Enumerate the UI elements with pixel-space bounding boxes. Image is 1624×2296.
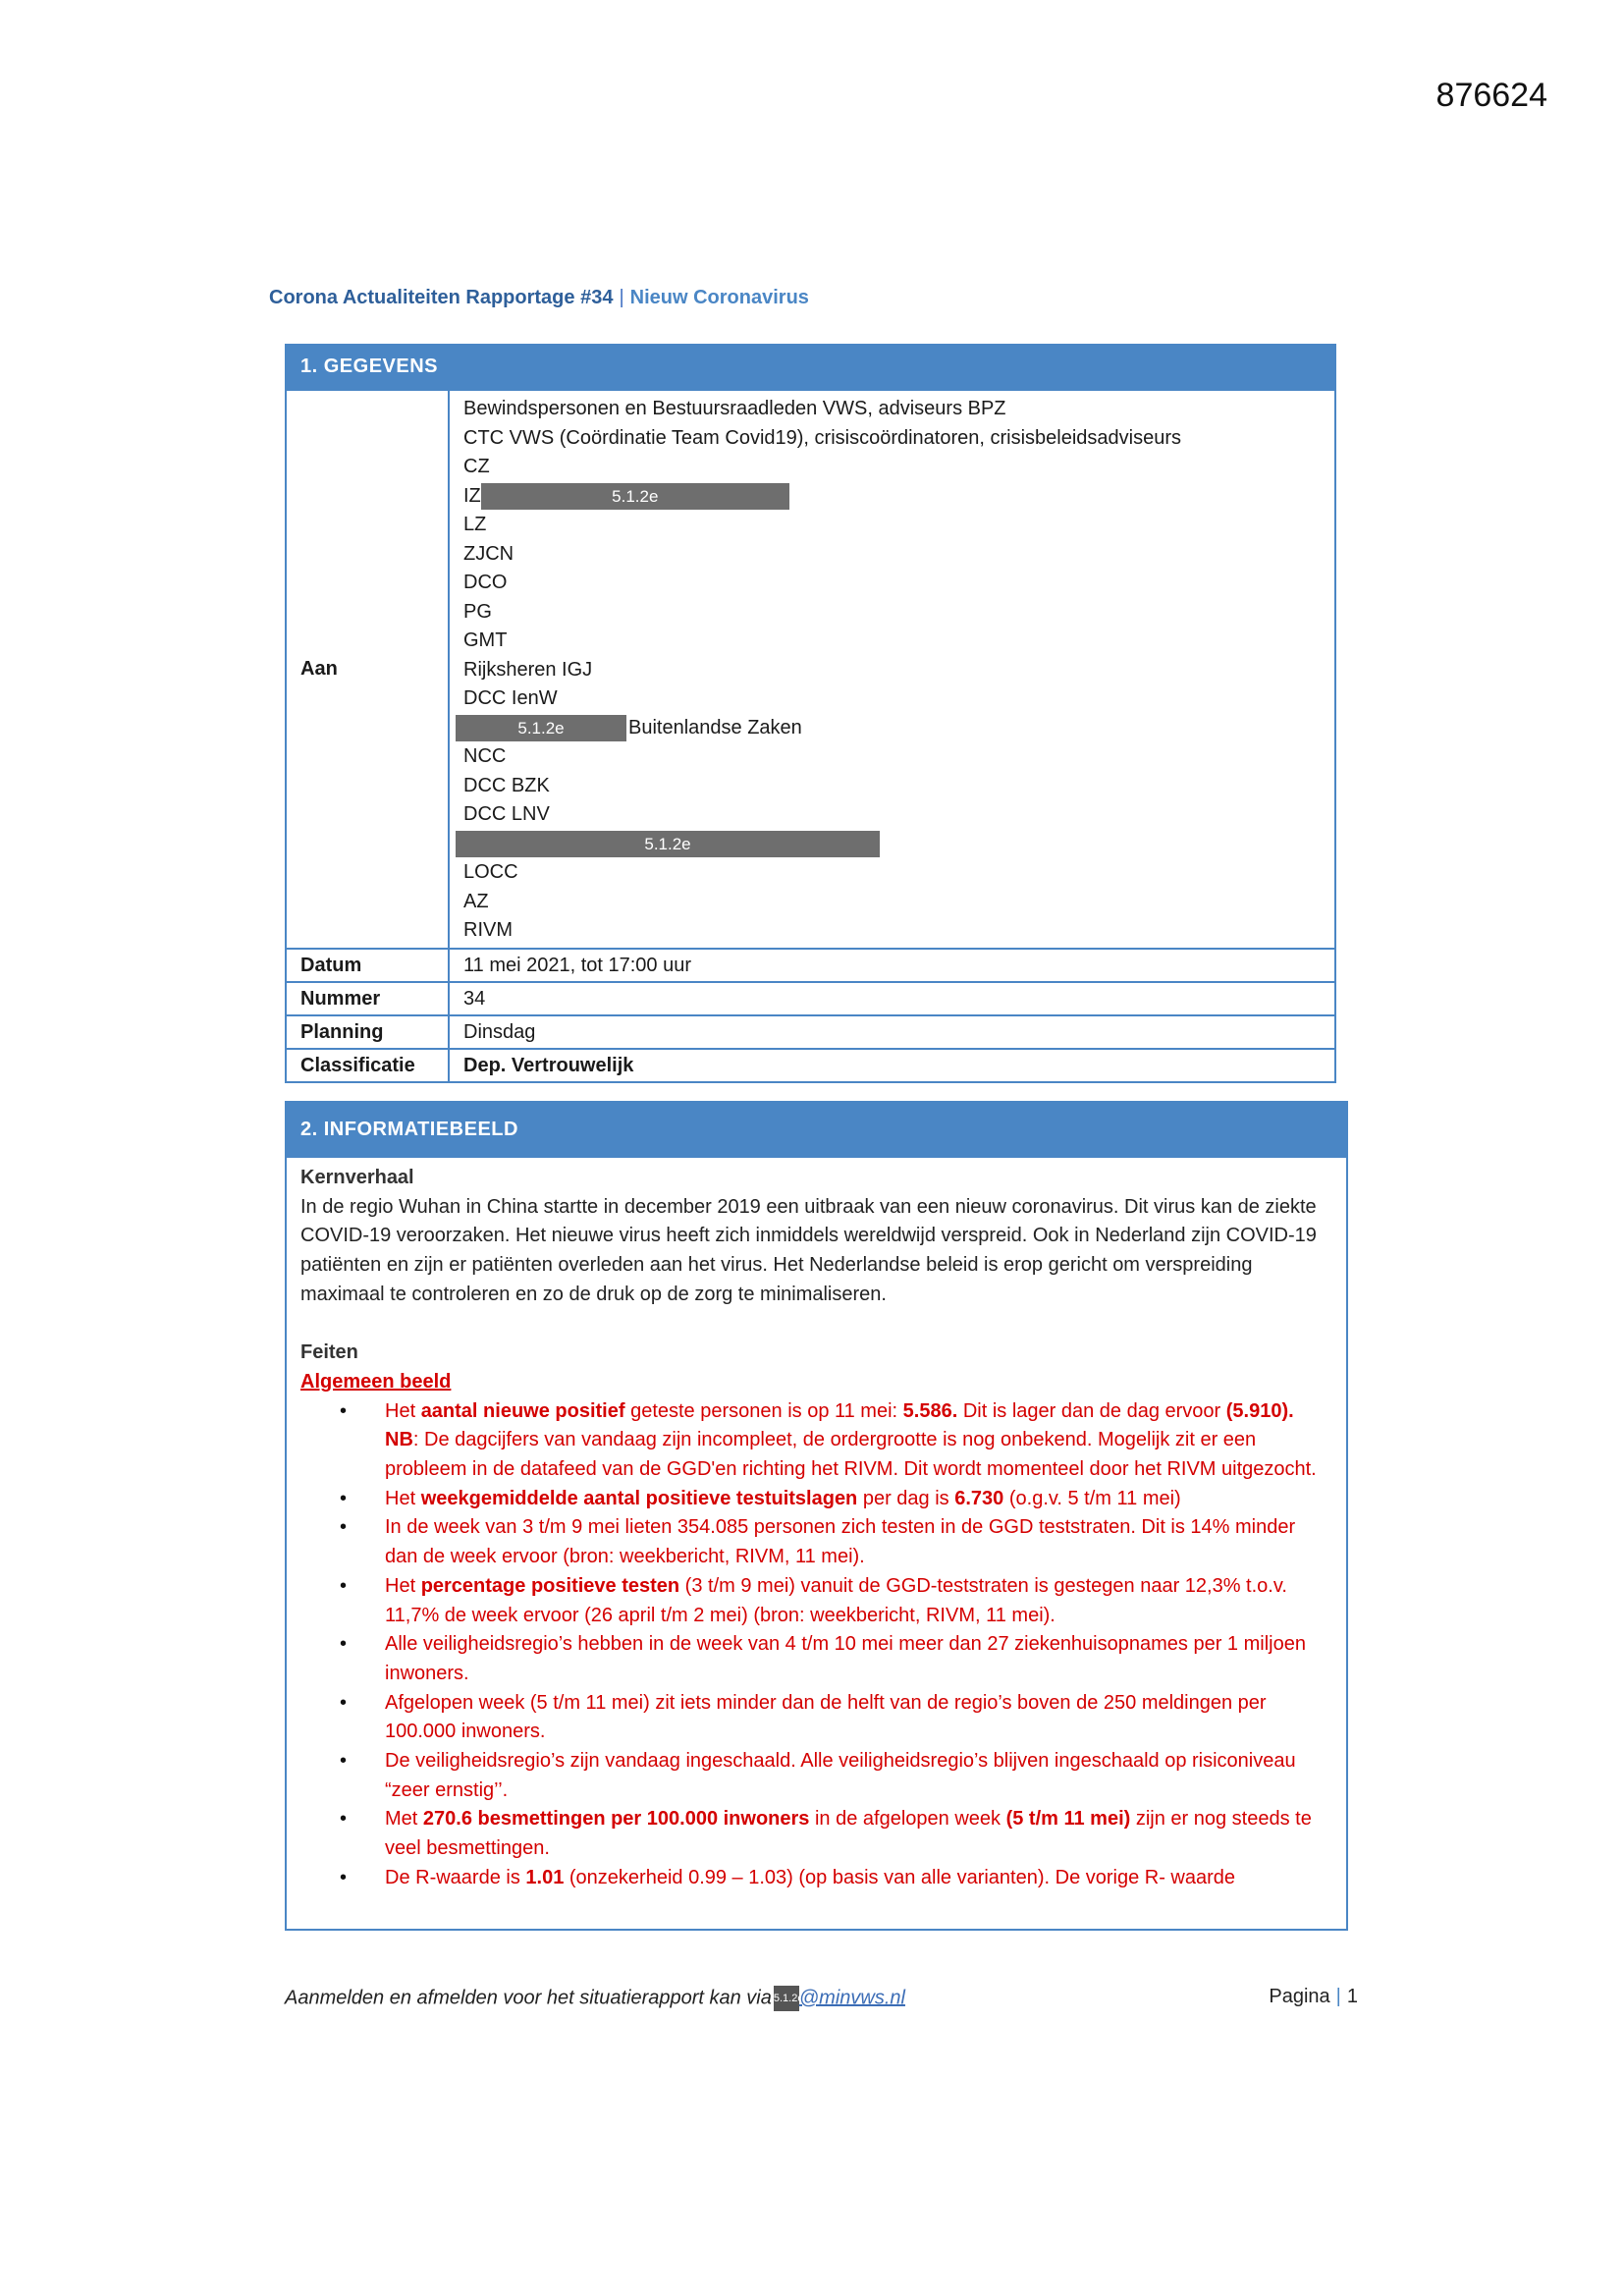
recipient-line-iz: [450, 482, 1334, 512]
section-gegevens-heading: 1. GEGEVENS: [287, 344, 1334, 389]
recipient-line-redacted: [450, 830, 1334, 859]
footer-text: Aanmelden en afmelden voor het situatierapport kan via: [285, 1987, 772, 2009]
footer-subscribe-note: [285, 1986, 905, 2011]
recipient-line: Bewindspersonen en Bestuursraadleden VWS, adviseurs BPZ: [463, 398, 1006, 419]
classificatie-row: [287, 1048, 1334, 1081]
fact-item: • De veiligheidsregio’s zijn vandaag ingeschaald. Alle veiligheidsregio’s blijven ingeschaald op risiconiveau “zeer ernstig’’.: [369, 1747, 1332, 1805]
recipient-iz: IZ: [463, 484, 481, 507]
recipient-line: Rijksheren IGJ: [463, 658, 593, 681]
fact-item: • Het weekgemiddelde aantal positieve testuitslagen per dag is 6.730 (o.g.v. 5 t/m 11 mei): [369, 1485, 1332, 1514]
bullet: •: [340, 1866, 348, 1888]
bullet: •: [340, 1516, 348, 1539]
recipient-line: DCC IenW: [463, 687, 558, 709]
recipient-line: DCC BZK: [463, 774, 550, 796]
recipient-line: RIVM: [463, 919, 513, 941]
recipient-line: LZ: [463, 514, 487, 535]
report-title: Corona Actualiteiten Rapportage #34: [269, 287, 614, 308]
aan-recipients: [450, 391, 1334, 948]
redaction-box: 5.1.2e: [481, 483, 789, 510]
fact-item: • Het percentage positieve testen (3 t/m 9 mei) vanuit de GGD-teststraten is gestegen naar 12,3% t.o.v. 11,7% de week ervoor (26 april t/m 2 mei) (bron: weekbericht, RIVM, 11 mei).: [369, 1572, 1332, 1630]
planning-value: Dinsdag: [463, 1020, 536, 1043]
report-subtitle: Nieuw Coronavirus: [629, 287, 809, 308]
recipient-line: GMT: [463, 629, 508, 651]
kernverhaal-title: Kernverhaal: [300, 1167, 414, 1188]
planning-label: Planning: [287, 1016, 450, 1048]
kernverhaal-text: In de regio Wuhan in China startte in december 2019 een uitbraak van een nieuw coronavirus. Dit virus kan de ziekte COVID-19 veroorzaken. Het nieuwe virus heeft zich inmiddels wereldwijd verspreid. Ook in Nederland zijn COVID-19 patiënten en zijn er patiënten overleden aan het virus. Het Nederlandse beleid is erop gericht om verspreiding maximaal te controleren en zo de druk op de zorg te minimaliseren.: [300, 1195, 1317, 1305]
redaction-box: 5.1.2e: [456, 715, 626, 741]
bullet: •: [340, 1633, 348, 1656]
nummer-row: [287, 981, 1334, 1014]
datum-row: [287, 948, 1334, 981]
section-gegevens: [285, 344, 1336, 1083]
recipient-line: PG: [463, 600, 492, 623]
bullet: •: [340, 1808, 348, 1831]
redaction-box: 5.1.2e: [456, 831, 880, 857]
header-separator: |: [619, 287, 624, 308]
algemeen-beeld-title: Algemeen beeld: [300, 1370, 452, 1393]
bullet: •: [340, 1399, 348, 1422]
bullet: •: [340, 1574, 348, 1597]
section-informatiebeeld-heading: 2. INFORMATIEBEELD: [287, 1101, 1346, 1158]
fact-item: • In de week van 3 t/m 9 mei lieten 354.085 personen zich testen in de GGD teststraten. Dit is 14% minder dan de week ervoor (bron: weekbericht, RIVM, 11 mei).: [369, 1513, 1332, 1571]
feiten-title: Feiten: [300, 1341, 358, 1364]
datum-label: Datum: [287, 950, 450, 981]
page-number: Pagina | 1: [1269, 1986, 1358, 2007]
datum-value: 11 mei 2021, tot 17:00 uur: [463, 954, 692, 976]
bullet: •: [340, 1750, 348, 1773]
bullet: •: [340, 1691, 348, 1714]
recipient-bz: Buitenlandse Zaken: [628, 716, 802, 738]
planning-row: [287, 1014, 1334, 1048]
classificatie-value: Dep. Vertrouwelijk: [463, 1054, 634, 1076]
facts-list: [300, 1397, 1332, 1893]
recipient-line: DCO: [463, 572, 508, 593]
recipient-line: NCC: [463, 745, 507, 767]
recipient-line: CZ: [463, 456, 490, 477]
document-number: 876624: [1435, 77, 1547, 114]
nummer-value: 34: [463, 987, 486, 1010]
section-informatiebeeld: [285, 1101, 1348, 1931]
recipient-line-bz: [450, 714, 1334, 743]
fact-item: • Het aantal nieuwe positief geteste personen is op 11 mei: 5.586. Dit is lager dan de dag ervoor (5.910). NB: De dagcijfers van vandaag zijn incompleet, de ordergrootte is nog onbekend. Mogelijk zit er een probleem in de datafeed van de GGD'en richting het RIVM. Dit wordt momenteel door het RIVM uitgezocht.: [369, 1397, 1332, 1485]
fact-item: • Met 270.6 besmettingen per 100.000 inwoners in de afgelopen week (5 t/m 11 mei) zijn er nog steeds te veel besmettingen.: [369, 1805, 1332, 1863]
aan-label: Aan: [287, 391, 450, 948]
recipient-line: LOCC: [463, 861, 518, 883]
recipient-line: CTC VWS (Coördinatie Team Covid19), crisiscoördinatoren, crisisbeleidsadviseurs: [463, 426, 1182, 449]
fact-item: • De R-waarde is 1.01 (onzekerheid 0.99 – 1.03) (op basis van alle varianten). De vorige R- waarde: [369, 1864, 1332, 1893]
fact-item: • Alle veiligheidsregio’s hebben in de week van 4 t/m 10 mei meer dan 27 ziekenhuisopnames per 1 miljoen inwoners.: [369, 1630, 1332, 1688]
classificatie-label: Classificatie: [287, 1050, 450, 1081]
recipient-line: ZJCN: [463, 542, 514, 565]
bullet: •: [340, 1487, 348, 1509]
informatiebeeld-body: [287, 1158, 1346, 1893]
redaction-box: 5.1.2e: [774, 1986, 799, 2011]
fact-item: • Afgelopen week (5 t/m 11 mei) zit iets minder dan de helft van de regio’s boven de 250 meldingen per 100.000 inwoners.: [369, 1689, 1332, 1747]
recipient-line: AZ: [463, 890, 489, 912]
nummer-label: Nummer: [287, 983, 450, 1014]
aan-row: [287, 389, 1334, 948]
recipient-line: DCC LNV: [463, 803, 550, 825]
report-header: [269, 287, 809, 309]
footer-email-link[interactable]: @minvws.nl: [798, 1987, 905, 2009]
